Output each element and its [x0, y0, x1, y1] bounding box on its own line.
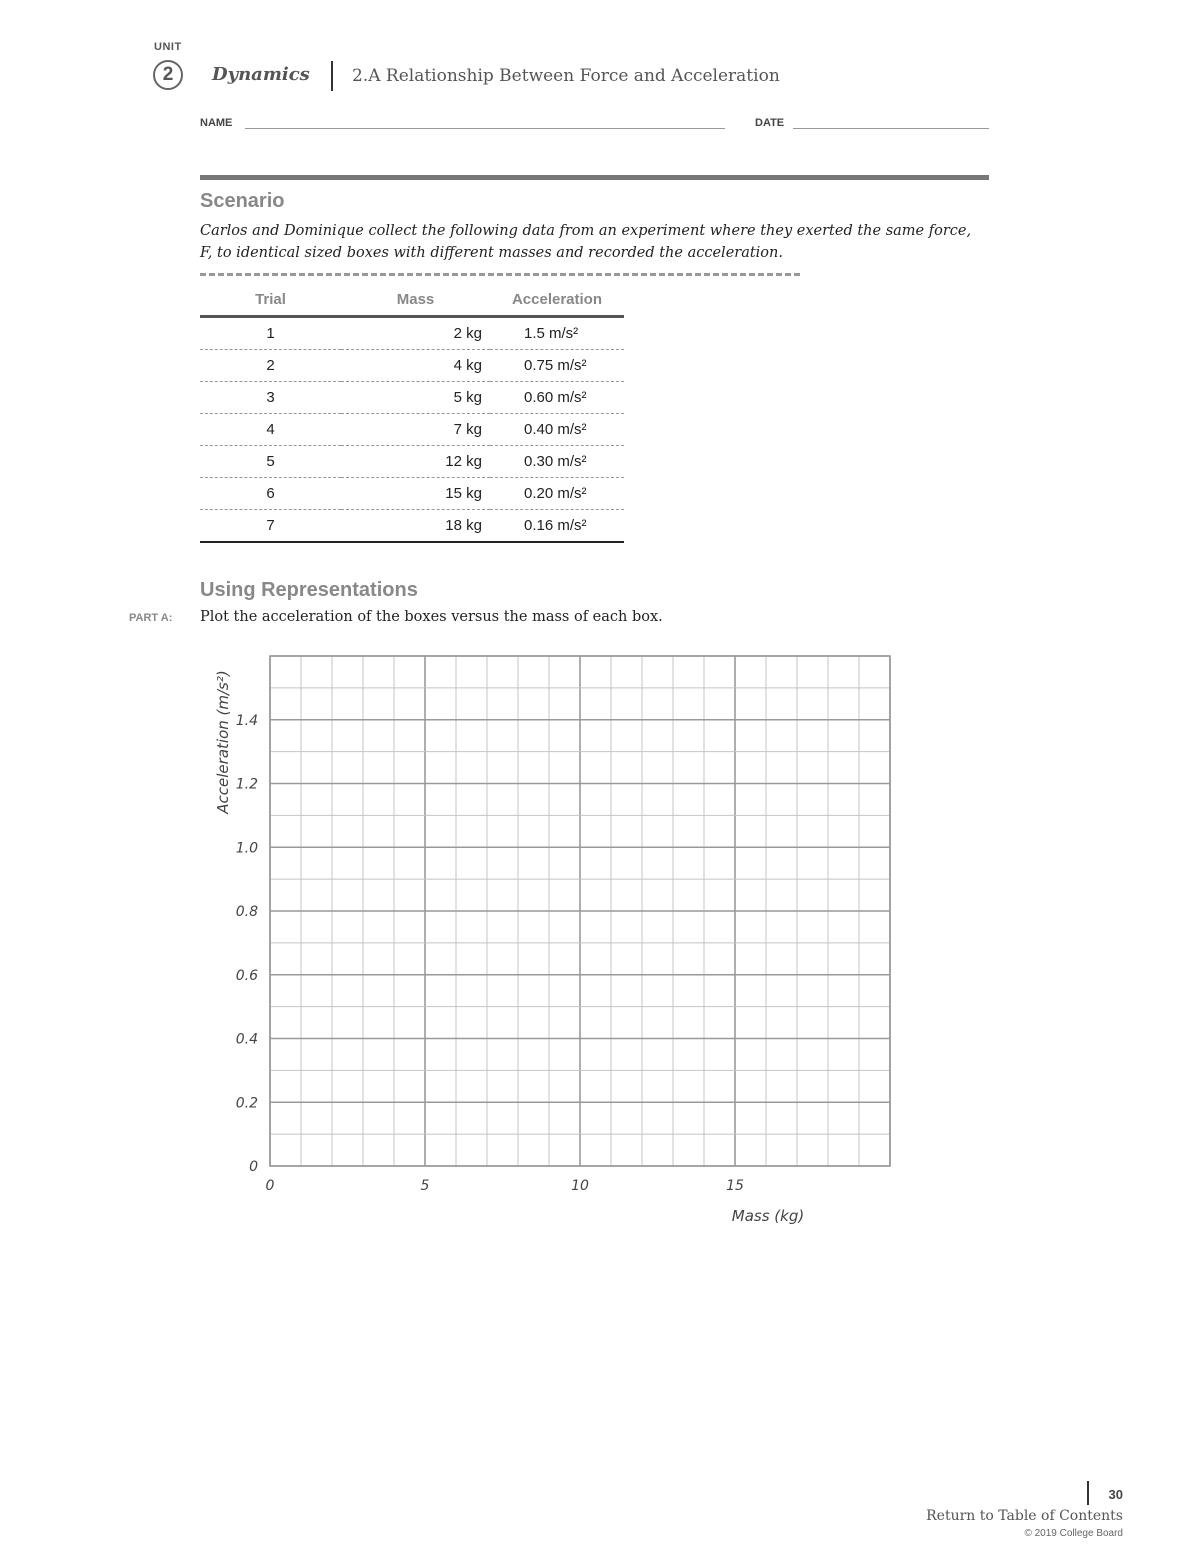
scenario-line-1: Carlos and Dominique collect the following data from an experiment where they exerted the same force,: [200, 223, 972, 239]
y-tick-label: 0.8: [235, 904, 258, 920]
copyright: © 2019 College Board: [1024, 1528, 1123, 1539]
acceleration-cell: 0.40 m/s²: [490, 414, 624, 446]
mass-cell: 18 kg: [341, 510, 490, 543]
x-tick-label: 15: [726, 1178, 744, 1194]
y-tick-label: 0.4: [235, 1031, 258, 1048]
acceleration-cell: 0.60 m/s²: [490, 382, 624, 414]
x-tick-label: 0: [265, 1178, 275, 1194]
unit-label: UNIT: [154, 41, 182, 53]
trial-cell: 5: [200, 446, 341, 478]
x-tick-label: 5: [420, 1178, 430, 1194]
acceleration-cell: 0.20 m/s²: [490, 478, 624, 510]
footer-divider: [1087, 1481, 1089, 1505]
representations-heading: Using Representations: [200, 579, 418, 601]
acceleration-cell: 0.75 m/s²: [490, 350, 624, 382]
x-tick-label: 10: [571, 1178, 589, 1194]
date-label: DATE: [755, 117, 785, 129]
y-tick-label: 0.2: [235, 1095, 258, 1112]
unit-title: Dynamics: [212, 64, 310, 85]
mass-cell: 7 kg: [341, 414, 490, 446]
column-header-trial: Trial: [200, 284, 341, 317]
mass-cell: 4 kg: [341, 350, 490, 382]
trial-cell: 3: [200, 382, 341, 414]
unit-number: 2: [162, 64, 174, 85]
column-header-mass: Mass: [341, 284, 490, 317]
trial-cell: 2: [200, 350, 341, 382]
name-label: NAME: [200, 117, 233, 129]
y-tick-label: 1.4: [235, 712, 258, 729]
mass-cell: 5 kg: [341, 382, 490, 414]
page-number: 30: [1108, 1487, 1123, 1502]
return-to-toc-link[interactable]: Return to Table of Contents: [926, 1508, 1123, 1524]
y-axis-title: Acceleration (m/s²): [214, 670, 232, 814]
y-tick-label: 1.2: [235, 776, 258, 793]
trial-cell: 1: [200, 317, 341, 350]
y-tick-label: 1.0: [235, 840, 258, 857]
scenario-line-2: F, to identical sized boxes with different masses and recorded the acceleration.: [200, 245, 783, 261]
lesson-title: 2.A Relationship Between Force and Acceleration: [352, 66, 780, 86]
acceleration-cell: 1.5 m/s²: [490, 317, 624, 350]
x-axis-title: Mass (kg): [731, 1207, 805, 1225]
part-a-label: PART A:: [129, 612, 173, 624]
y-tick-label: 0.6: [235, 967, 258, 984]
scenario-heading: Scenario: [200, 190, 285, 212]
trial-cell: 6: [200, 478, 341, 510]
part-a-prompt: Plot the acceleration of the boxes versus the mass of each box.: [200, 609, 663, 625]
mass-cell: 12 kg: [341, 446, 490, 478]
mass-cell: 15 kg: [341, 478, 490, 510]
trial-cell: 4: [200, 414, 341, 446]
acceleration-cell: 0.16 m/s²: [490, 510, 624, 543]
column-header-acceleration: Acceleration: [490, 284, 624, 317]
trial-cell: 7: [200, 510, 341, 543]
y-tick-label: 0: [249, 1159, 258, 1175]
mass-cell: 2 kg: [341, 317, 490, 350]
acceleration-cell: 0.30 m/s²: [490, 446, 624, 478]
